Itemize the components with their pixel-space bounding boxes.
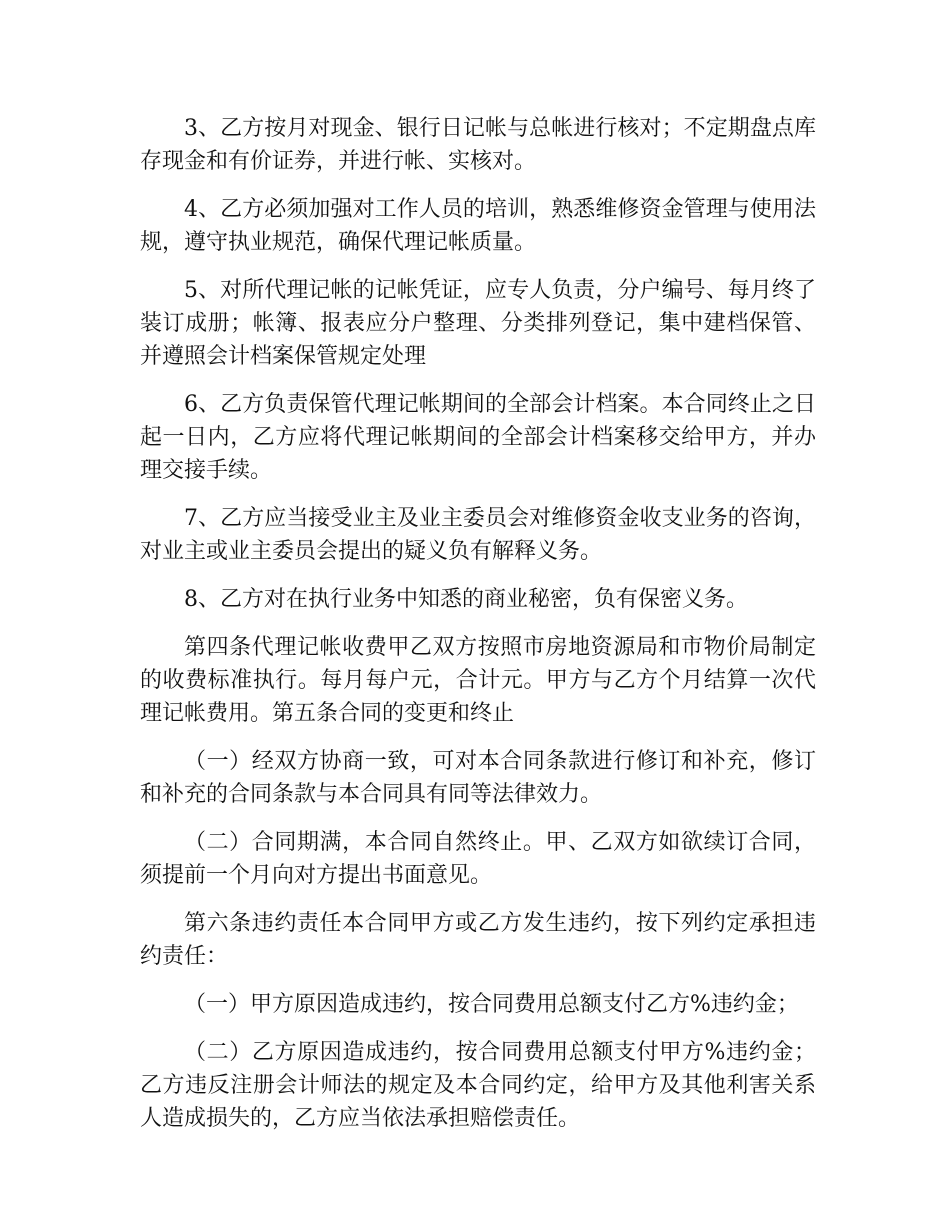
clause-3: 3、乙方按月对现金、银行日记帐与总帐进行核对；不定期盘点库存现金和有价证券，并进行帐、实核对。 <box>140 116 816 174</box>
article-5-item-2: （二）合同期满，本合同自然终止。甲、乙双方如欲续订合同，须提前一个月向对方提出书面意见。 <box>140 830 816 888</box>
article-6-item-1: （一）甲方原因造成违约，按合同费用总额支付乙方%违约金； <box>184 992 799 1017</box>
article-6-liability: 第六条违约责任本合同甲方或乙方发生违约，按下列约定承担违约责任： <box>140 911 816 969</box>
clause-8: 8、乙方对在执行业务中知悉的商业秘密，负有保密义务。 <box>184 587 748 612</box>
article-6-item-2: （二）乙方原因造成违约，按合同费用总额支付甲方%违约金；乙方违反注册会计师法的规定及本合同约定，给甲方及其他利害关系人造成损失的，乙方应当依法承担赔偿责任。 <box>140 1040 816 1131</box>
article-5-item-1: （一）经双方协商一致，可对本合同条款进行修订和补充，修订和补充的合同条款与本合同具有同等法律效力。 <box>140 749 816 807</box>
clause-4: 4、乙方必须加强对工作人员的培训，熟悉维修资金管理与使用法规，遵守执业规范，确保代理记帐质量。 <box>140 197 816 255</box>
clause-5: 5、对所代理记帐的记帐凭证，应专人负责，分户编号、每月终了装订成册；帐簿、报表应分户整理、分类排列登记，集中建档保管、并遵照会计档案保管规定处理 <box>140 278 816 369</box>
clause-7: 7、乙方应当接受业主及业主委员会对维修资金收支业务的咨询，对业主或业主委员会提出的疑义负有解释义务。 <box>140 506 816 564</box>
article-4-fees: 第四条代理记帐收费甲乙双方按照市房地资源局和市物价局制定的收费标准执行。每月每户元，合计元。甲方与乙方个月结算一次代理记帐费用。第五条合同的变更和终止 <box>140 635 816 726</box>
clause-6: 6、乙方负责保管代理记帐期间的全部会计档案。本合同终止之日起一日内，乙方应将代理记帐期间的全部会计档案移交给甲方，并办理交接手续。 <box>140 392 816 483</box>
document-page <box>140 112 816 1150</box>
